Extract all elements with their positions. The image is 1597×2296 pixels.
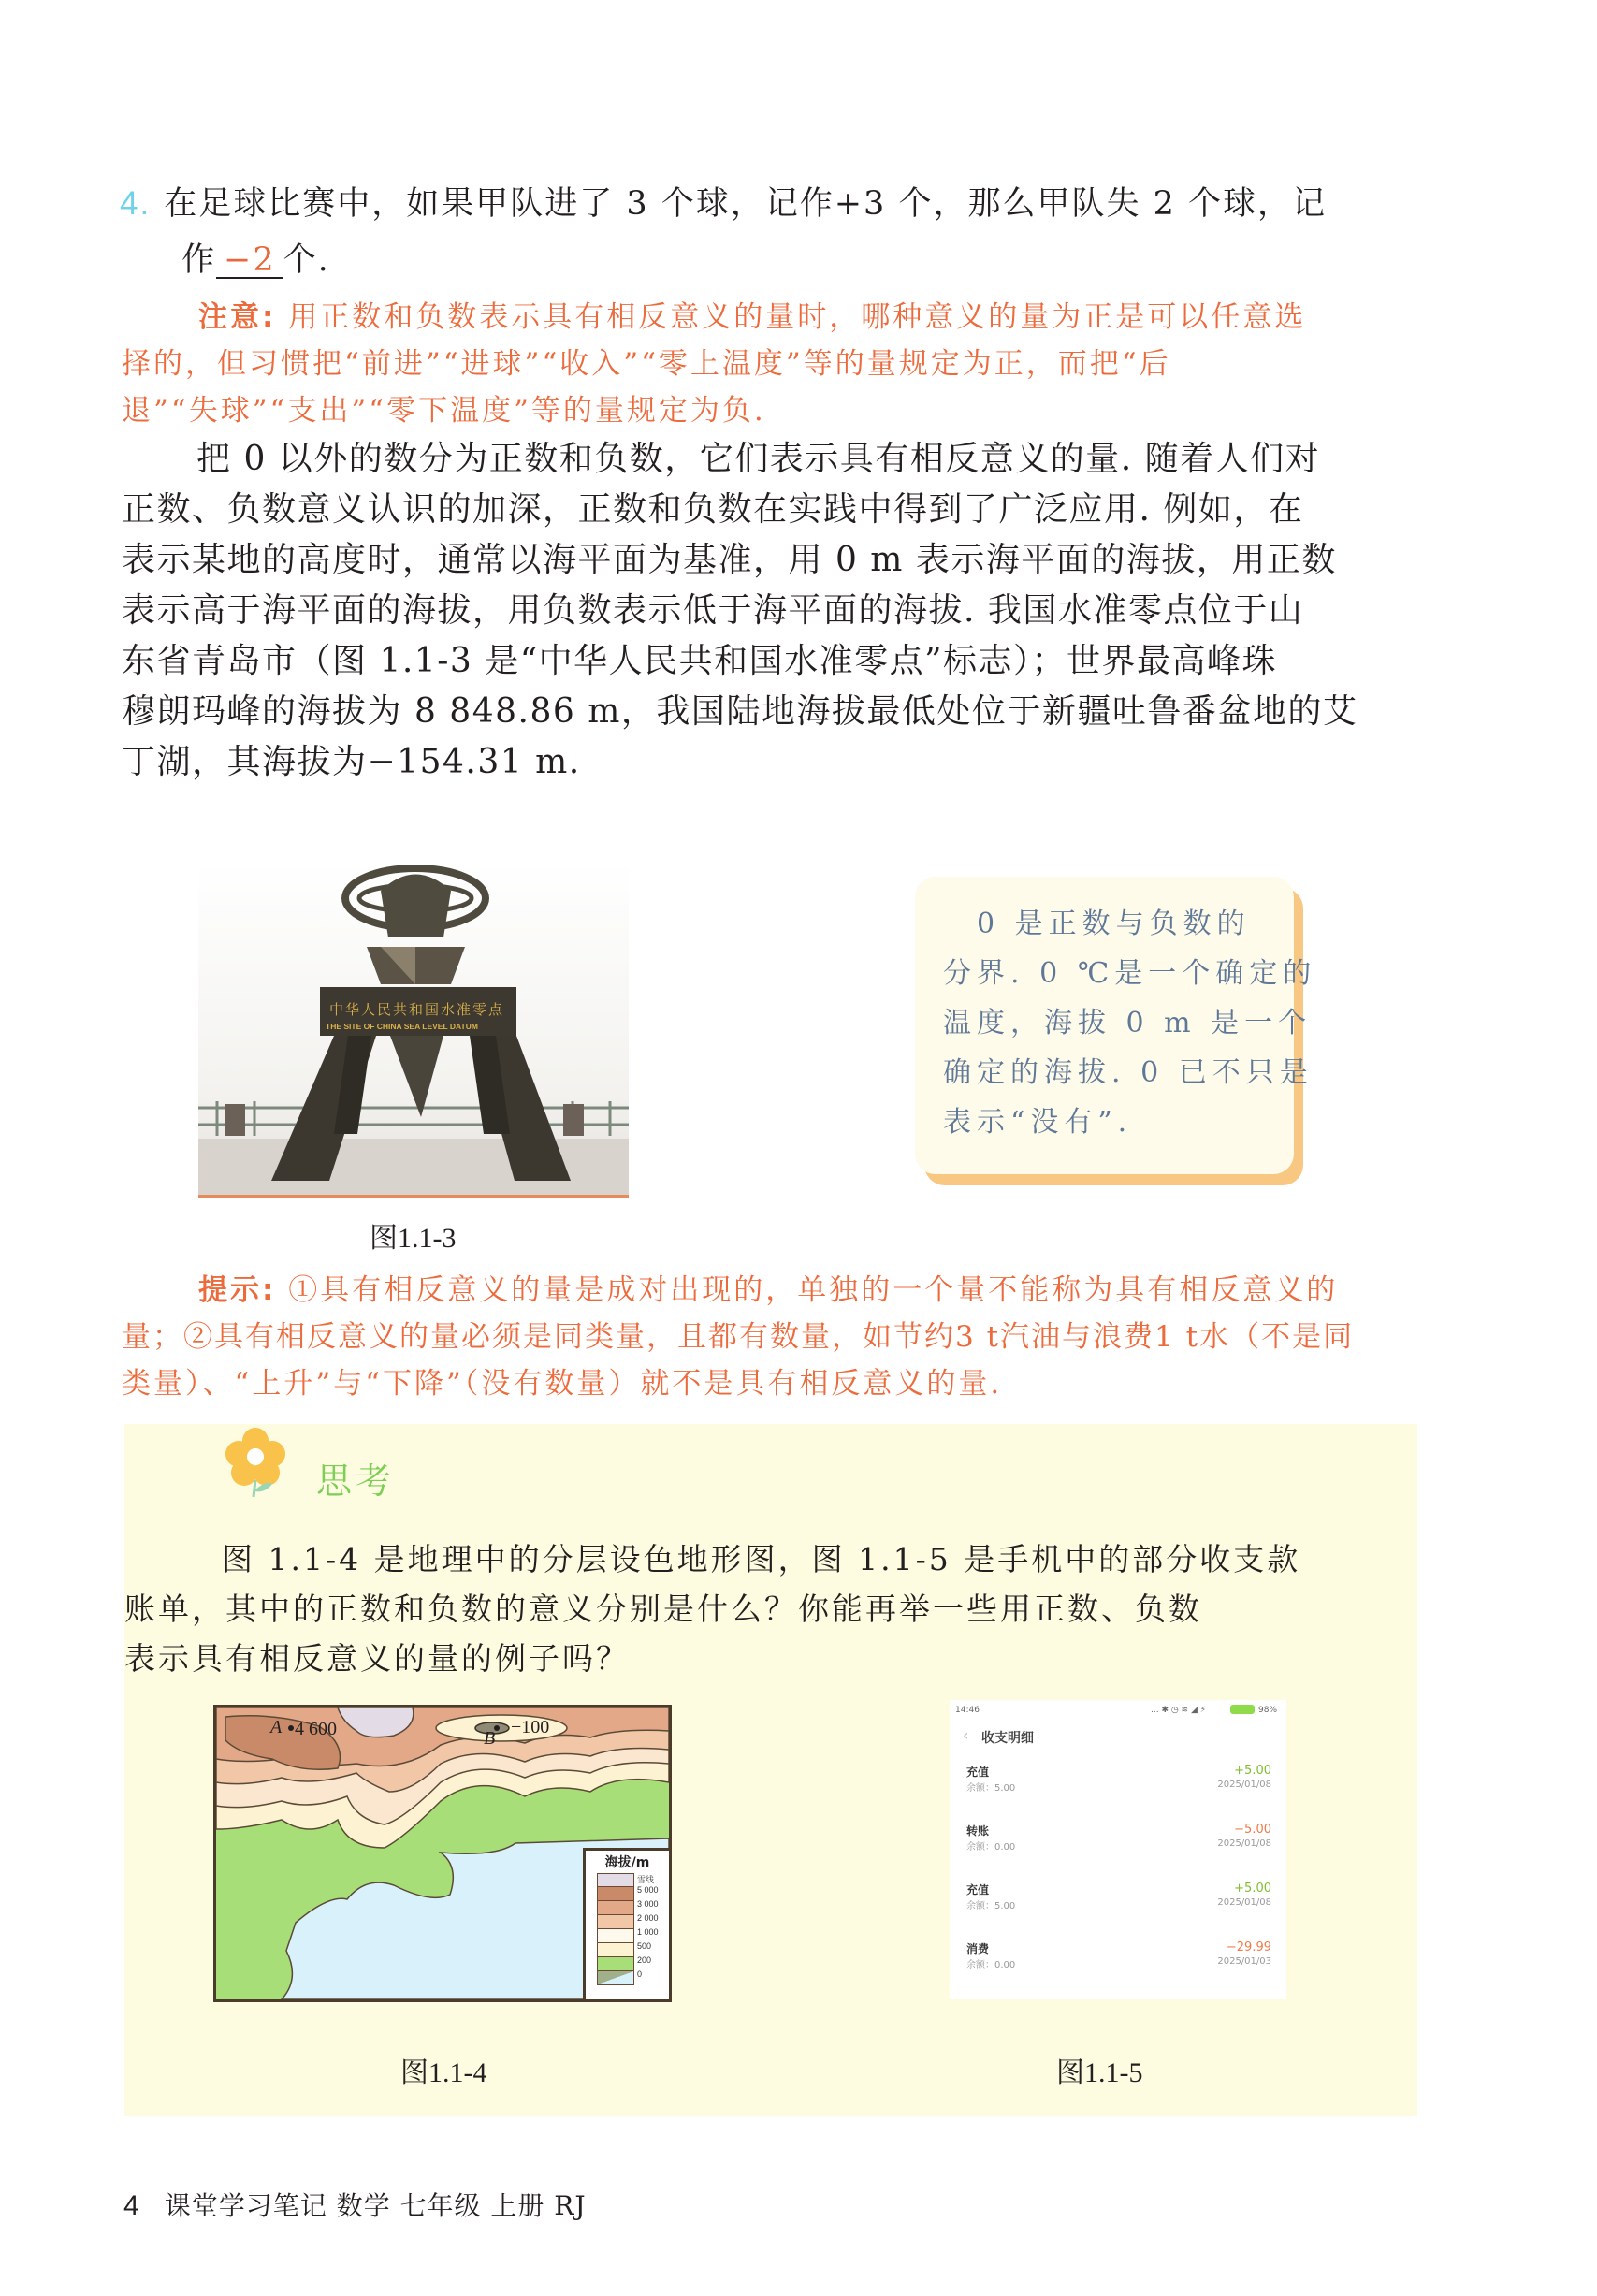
transaction-amount: −5.00: [1234, 1823, 1271, 1837]
legend-label: 2 000: [637, 1913, 659, 1923]
question-number: 4.: [120, 185, 152, 222]
transaction-date: 2025/01/08: [1217, 1838, 1271, 1849]
think-line: 账单，其中的正数和负数的意义分别是什么？你能再举一些用正数、负数: [124, 1591, 1202, 1627]
map-point-a-value: 4 600: [295, 1719, 337, 1739]
transaction-row[interactable]: [966, 1764, 1281, 1794]
transaction-title: 充值: [966, 1766, 990, 1779]
book-title: 课堂学习笔记 数学 七年级 上册 RJ: [164, 2190, 587, 2221]
paragraph-line: 丁湖，其海拔为−154.31 m.: [122, 743, 581, 781]
paragraph-line: 穆朗玛峰的海拔为 8 848.86 m，我国陆地海拔最低处位于新疆吐鲁番盆地的艾: [122, 692, 1358, 731]
think-title: 思考: [316, 1460, 396, 1502]
hint-text: ①具有相反意义的量是成对出现的，单独的一个量不能称为具有相反意义的: [288, 1273, 1339, 1307]
hint-block: [122, 1267, 1441, 1407]
legend-label: 雪线: [637, 1875, 655, 1884]
note-text: 退”“失球”“支出”“零下温度”等的量规定为负.: [122, 394, 766, 428]
monument-sign-en: THE SITE OF CHINA SEA LEVEL DATUM: [326, 1022, 478, 1031]
legend-swatch-2000: [597, 1915, 634, 1929]
think-line: 表示具有相反意义的量的例子吗？: [124, 1640, 630, 1677]
transaction-balance: 余额：0.00: [966, 1960, 1016, 1970]
paragraph-line: 表示高于海平面的海拔，用负数表示低于海平面的海拔. 我国水准零点位于山: [122, 591, 1304, 630]
legend-swatch-200: [597, 1957, 634, 1971]
transaction-row[interactable]: [966, 1882, 1281, 1911]
map-point-b-value: −100: [511, 1717, 550, 1737]
question-text: 在足球比赛中，如果甲队进了 3 个球，记作+3 个，那么甲队失 2 个球，记: [164, 185, 1327, 223]
transaction-amount: +5.00: [1234, 1882, 1271, 1896]
legend-label: 0: [637, 1969, 643, 1979]
transaction-date: 2025/01/08: [1217, 1897, 1271, 1908]
tip-line: 0 是正数与负数的: [943, 908, 1251, 940]
legend-swatch-1000: [597, 1929, 634, 1943]
question-text: 作: [181, 241, 217, 279]
flower-icon: [218, 1424, 293, 1499]
answer-blank: −2: [216, 243, 283, 279]
legend-swatch-0: [597, 1971, 634, 1985]
think-section: [124, 1424, 1417, 2116]
legend-title: 海拔/m: [604, 1855, 650, 1870]
legend-label: 3 000: [637, 1899, 659, 1909]
legend-swatch-snow: [597, 1873, 634, 1887]
page-number: 4: [123, 2190, 140, 2221]
page-footer: [123, 2186, 587, 2223]
transaction-date: 2025/01/08: [1217, 1780, 1271, 1790]
status-icons: ... ✱ ◷ ≋ ◢ ⚡: [1151, 1706, 1207, 1715]
transaction-row[interactable]: [966, 1823, 1281, 1853]
paragraph-line: 把 0 以外的数分为正数和负数，它们表示具有相反意义的量. 随着人们对: [196, 440, 1321, 478]
legend-label: 500: [637, 1941, 652, 1951]
legend-swatch-500: [597, 1943, 634, 1957]
transaction-amount: −29.99: [1226, 1940, 1271, 1955]
legend-label: 200: [637, 1955, 652, 1965]
hint-text: 类量）、“上升”与“下降”（没有数量）就不是具有相反意义的量.: [122, 1367, 1003, 1401]
transaction-title: 充值: [966, 1883, 990, 1896]
phone-page-title: 收支明细: [981, 1731, 1034, 1746]
body-paragraph: [122, 434, 1441, 788]
phone-billing-screenshot: [950, 1700, 1286, 1999]
note-label: 注意:: [198, 300, 277, 334]
tip-line: 表示“没有”.: [943, 1106, 1133, 1139]
transaction-title: 转账: [966, 1824, 990, 1838]
note-text: 择的，但习惯把“前进”“进球”“收入”“零上温度”等的量规定为正，而把“后: [122, 347, 1171, 381]
note-block: [122, 294, 1431, 434]
transaction-balance: 余额：0.00: [966, 1842, 1016, 1853]
legend-swatch-3000: [597, 1901, 634, 1915]
think-question: [124, 1534, 1417, 1683]
think-line: 图 1.1-4 是地理中的分层设色地形图，图 1.1-5 是手机中的部分收支款: [222, 1541, 1301, 1577]
paragraph-line: 表示某地的高度时，通常以海平面为基准，用 0 m 表示海平面的海拔，用正数: [122, 541, 1337, 579]
map-legend: [583, 1848, 669, 1999]
battery-icon: [1230, 1705, 1255, 1714]
battery-level: 98%: [1258, 1706, 1278, 1715]
figure-caption-1-1-4: 图1.1-4: [400, 2057, 487, 2088]
topographic-map: [213, 1705, 672, 2002]
transaction-balance: 余额：5.00: [966, 1783, 1016, 1794]
transaction-balance: 余额：5.00: [966, 1901, 1016, 1911]
question-4-line-2: [181, 240, 330, 281]
transaction-amount: +5.00: [1234, 1764, 1271, 1778]
monument-sign-cn: 中华人民共和国水准零点: [329, 1001, 505, 1018]
legend-label: 1 000: [637, 1927, 659, 1937]
legend-swatch-5000: [597, 1887, 634, 1901]
tip-line: 分界. 0 ℃是一个确定的: [943, 957, 1317, 990]
note-text: 用正数和负数表示具有相反意义的量时，哪种意义的量为正是可以任意选: [288, 300, 1307, 334]
transaction-date: 2025/01/03: [1217, 1956, 1271, 1967]
tip-line: 温度，海拔 0 m 是一个: [943, 1007, 1313, 1039]
hint-text: 量；②具有相反意义的量必须是同类量，且都有数量，如节约3 t汽油与浪费1 t水（不是同: [122, 1320, 1355, 1354]
legend-label: 5 000: [637, 1885, 659, 1895]
paragraph-line: 正数、负数意义认识的加深，正数和负数在实践中得到了广泛应用. 例如，在: [122, 490, 1304, 529]
status-time: 14:46: [955, 1706, 980, 1715]
question-text: 个.: [283, 241, 330, 279]
sea-level-datum-photo: [198, 863, 629, 1198]
transaction-row[interactable]: [966, 1940, 1281, 1970]
tip-box: [915, 877, 1317, 1174]
map-point-a: A: [270, 1717, 283, 1737]
figure-caption-1-1-5: 图1.1-5: [1056, 2057, 1143, 2088]
back-icon[interactable]: ‹: [963, 1726, 969, 1744]
figure-caption-1-1-3: 图1.1-3: [370, 1223, 457, 1254]
map-point-b: B: [484, 1728, 496, 1749]
paragraph-line: 东省青岛市（图 1.1-3 是“中华人民共和国水准零点”标志）；世界最高峰珠: [122, 642, 1278, 680]
hint-label: 提示:: [198, 1273, 277, 1307]
tip-line: 确定的海拔. 0 已不只是: [943, 1056, 1314, 1089]
transaction-title: 消费: [966, 1942, 990, 1955]
question-4-line-1: [120, 183, 1327, 225]
